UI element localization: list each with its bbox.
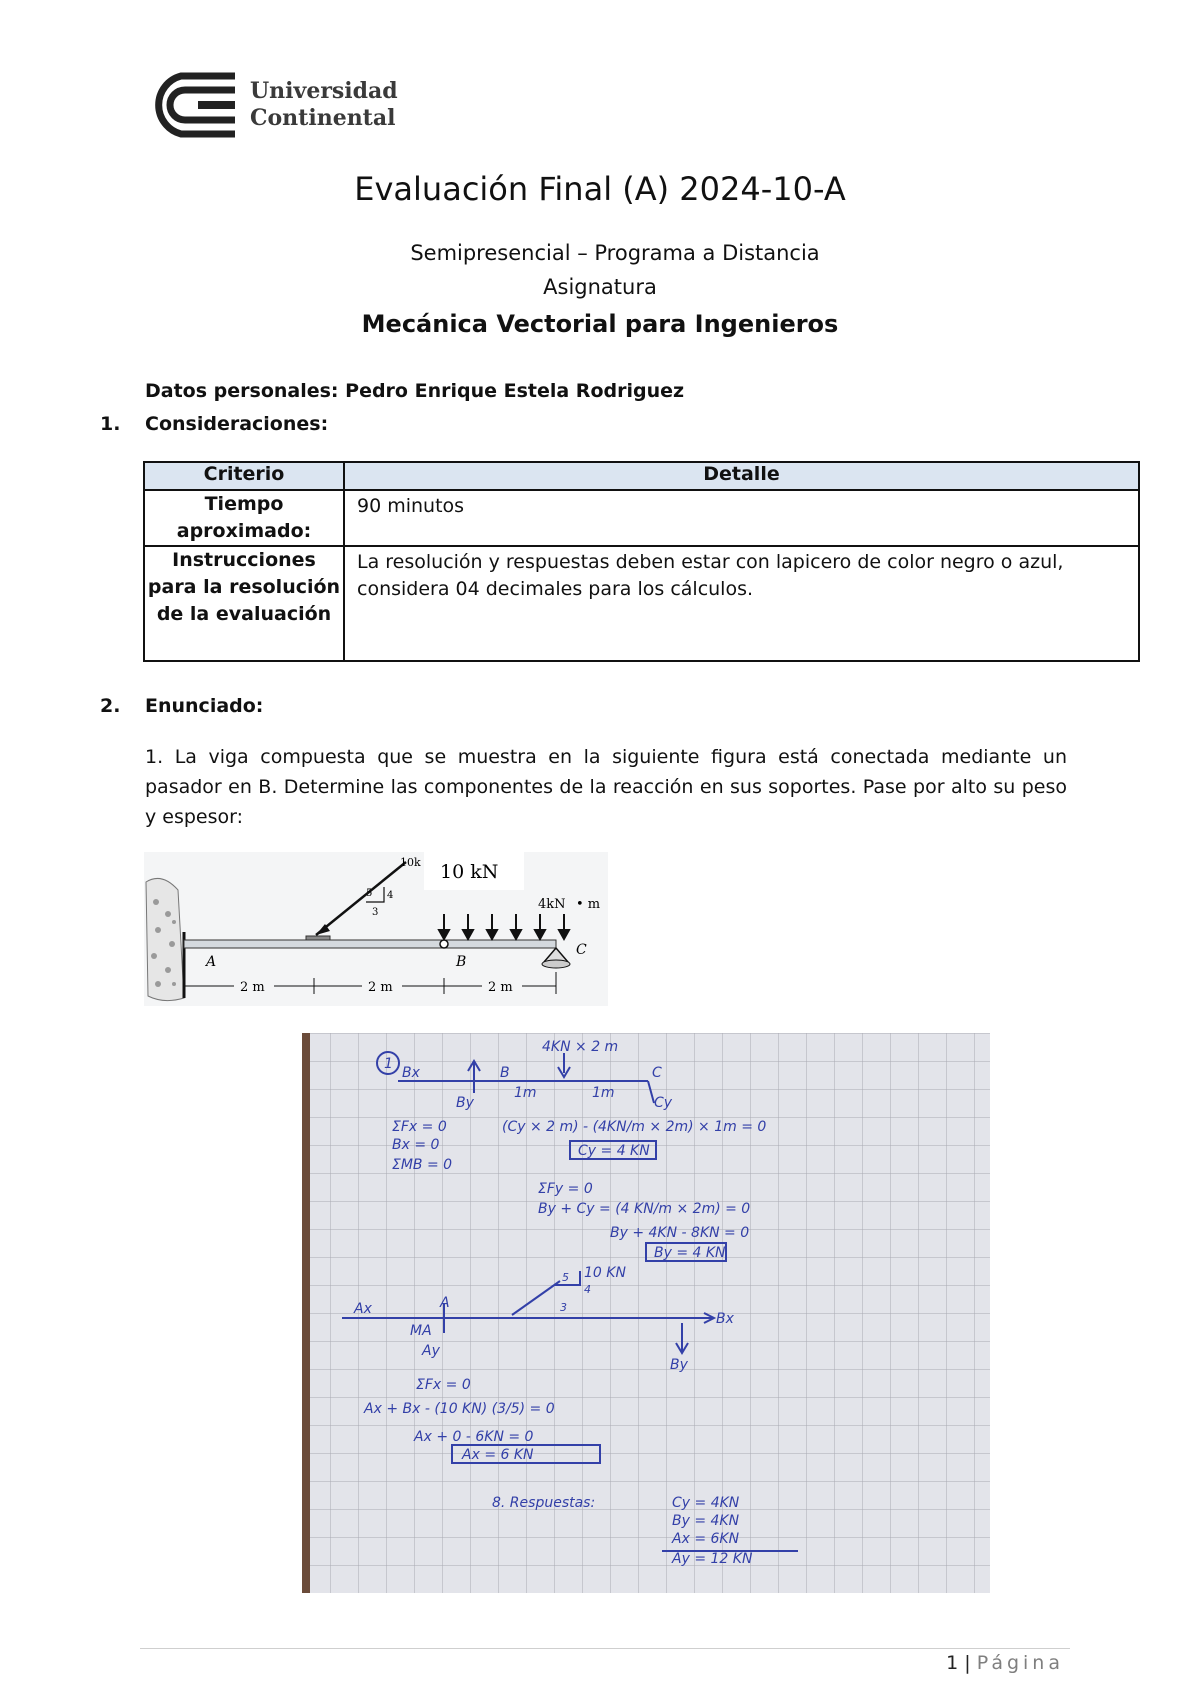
svg-text:Ax = 6KN: Ax = 6KN [672,1531,740,1547]
modality-subtitle: Semipresencial – Programa a Distancia [410,241,820,265]
table-header-detalle: Detalle [344,462,1139,490]
svg-text:ΣFy = 0: ΣFy = 0 [538,1181,593,1197]
svg-text:C: C [652,1065,662,1081]
criteria-table [143,461,1140,662]
svg-text:By + Cy = (4 KN/m × 2m) = 0: By + Cy = (4 KN/m × 2m) = 0 [538,1201,751,1217]
course-name: Mecánica Vectorial para Ingenieros [361,310,839,338]
svg-text:10k: 10k [400,856,421,869]
svg-text:Ax + 0 - 6KN = 0: Ax + 0 - 6KN = 0 [414,1429,534,1445]
fixed-wall-icon [146,878,184,1000]
table-row [144,546,1139,661]
svg-text:8. Respuestas:: 8. Respuestas: [492,1495,596,1511]
beam-figure [144,852,608,1006]
svg-text:2 m: 2 m [488,980,513,995]
svg-text:Ax = 6 KN: Ax = 6 KN [462,1447,534,1463]
svg-text:4: 4 [584,1283,591,1296]
section-statement: 2. Enunciado: [100,695,264,717]
footer-divider [140,1648,1070,1649]
personal-data: Datos personales: Pedro Enrique Estela Rodriguez [145,380,685,402]
svg-text:1: 1 [384,1056,393,1072]
svg-text:By = 4 KN: By = 4 KN [654,1245,726,1261]
svg-text:By + 4KN - 8KN = 0: By + 4KN - 8KN = 0 [610,1225,750,1241]
university-name: Universidad Continental [250,78,398,131]
svg-text:2 m: 2 m [240,980,265,995]
svg-text:1m: 1m [514,1085,537,1101]
svg-text:Ax + Bx - (10 KN) (3/5) = 0: Ax + Bx - (10 KN) (3/5) = 0 [364,1401,555,1417]
svg-text:By = 4KN: By = 4KN [672,1513,740,1529]
svg-text:Bx = 0: Bx = 0 [392,1137,440,1153]
svg-text:MA: MA [410,1323,432,1339]
svg-text:• m: • m [576,897,601,912]
svg-text:4KN × 2 m: 4KN × 2 m [542,1039,619,1055]
svg-text:Cy = 4 KN: Cy = 4 KN [578,1143,650,1159]
table-header-criterio: Criterio [144,462,344,490]
svg-text:3: 3 [372,907,379,918]
page-number: 1 [946,1652,959,1674]
svg-text:(Cy × 2 m) - (4KN/m × 2m) × 1m: (Cy × 2 m) - (4KN/m × 2m) × 1m = 0 [502,1119,767,1135]
section-considerations: 1. Consideraciones: [100,413,329,435]
svg-text:ΣFx = 0: ΣFx = 0 [392,1119,447,1135]
table-cell-criterio: Tiempo aproximado: [144,490,344,546]
svg-text:A: A [206,954,217,970]
svg-text:By: By [670,1357,688,1373]
page-footer: 1 | Página [946,1652,1064,1674]
page-title: Evaluación Final (A) 2024-10-A [354,170,846,208]
svg-text:B: B [500,1065,510,1081]
problem-statement: 1. La viga compuesta que se muestra en la siguiente figura está conectada mediante un pasador en B. Determine las componentes de la reacción en sus soportes. Pase por alto su peso y espesor: [145,746,1067,828]
subject-label: Asignatura [543,275,657,299]
table-cell-detalle: La resolución y respuestas deben estar con lapicero de color negro o azul, considera 04 decimales para los cálculos. [344,546,1139,661]
svg-text:4: 4 [387,890,394,901]
svg-text:Ax: Ax [354,1301,372,1317]
svg-text:A: A [440,1295,450,1311]
pin-b-icon [440,940,448,948]
svg-text:Bx: Bx [402,1065,420,1081]
table-cell-detalle: 90 minutos [344,490,1139,546]
svg-text:ΣFx = 0: ΣFx = 0 [416,1377,471,1393]
svg-text:Cy: Cy [654,1095,673,1111]
svg-text:By: By [456,1095,474,1111]
svg-text:Bx: Bx [716,1311,734,1327]
svg-text:B: B [456,954,467,970]
svg-text:3: 3 [560,1301,567,1314]
page-word: Página [976,1652,1064,1674]
handwritten-solution-photo [302,1033,990,1593]
table-cell-criterio: Instrucciones para la resolución de la evaluación [144,546,344,661]
svg-text:1m: 1m [592,1085,615,1101]
svg-text:ΣMB = 0: ΣMB = 0 [392,1157,453,1173]
svg-text:5: 5 [562,1271,569,1284]
svg-text:5: 5 [366,888,373,899]
svg-text:2 m: 2 m [368,980,393,995]
svg-text:C: C [576,942,587,958]
table-row [144,490,1139,546]
force-label: 10 kN [440,861,499,883]
svg-text:10 KN: 10 KN [584,1265,626,1281]
svg-text:4kN: 4kN [538,897,566,912]
svg-text:Ay = 12 KN: Ay = 12 KN [672,1551,753,1567]
svg-text:Cy = 4KN: Cy = 4KN [672,1495,740,1511]
svg-text:Ay: Ay [422,1343,440,1359]
